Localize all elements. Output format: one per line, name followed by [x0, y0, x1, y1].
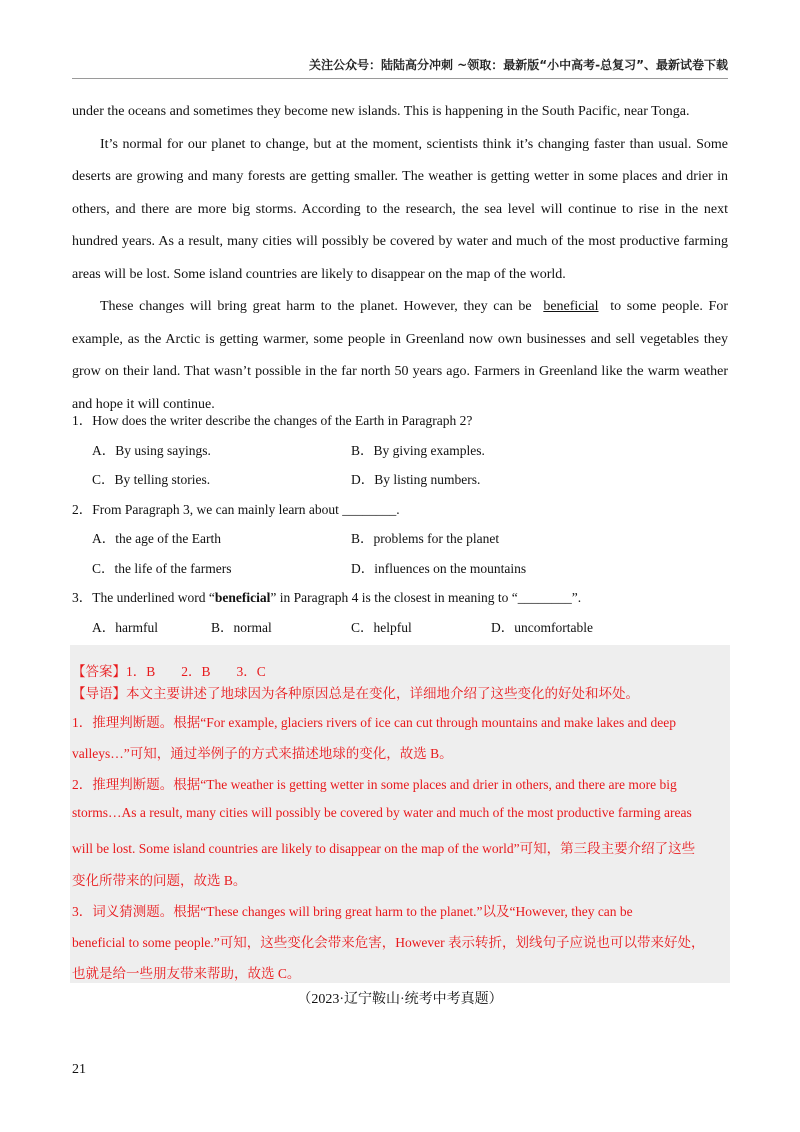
explanation-line-3: 2．推理判断题。根据“The weather is getting wetter in some places and drier in others, and there are more big — [72, 777, 677, 792]
question-1-option-a: A．By using sayings. — [92, 442, 211, 458]
question-1-options-row-2 — [72, 465, 728, 495]
question-1-option-b: B．By giving examples. — [351, 442, 485, 458]
intro-text: 本文主要讲述了地球因为各种原因总是在变化，详细地介绍了这些变化的好处和坏处。 — [126, 686, 639, 701]
explanation-line-4: storms…As a result, many cities will possibly be covered by water and much of the most productive farming areas — [72, 805, 692, 820]
answer-line — [72, 660, 266, 680]
question-1-stem: 1．How does the writer describe the changes of the Earth in Paragraph 2? — [72, 413, 473, 428]
question-2-option-d: D．influences on the mountains — [351, 560, 527, 576]
answer-2: 2．B — [181, 664, 211, 679]
header-divider — [72, 78, 728, 79]
question-3-stem-before: 3．The underlined word “ — [72, 590, 215, 605]
question-2-options-row-2 — [72, 554, 728, 584]
question-3-options-row — [72, 613, 728, 643]
answer-explanation-box — [70, 645, 730, 983]
question-source: （2023·辽宁鞍山·统考中考真题） — [297, 992, 503, 1007]
question-3-stem-after: ” in Paragraph 4 is the closest in meaning to “________”. — [270, 590, 582, 605]
question-2-options-row-1 — [72, 524, 728, 554]
paragraph-1-tail: under the oceans and sometimes they become new islands. This is happening in the South Pacific, near Tonga. — [72, 104, 690, 119]
underlined-word: beneficial — [543, 299, 599, 314]
question-3-bold-word: beneficial — [214, 590, 271, 605]
question-2-option-b: B．problems for the planet — [351, 531, 500, 546]
question-2-option-c: C．the life of the farmers — [92, 560, 232, 576]
answer-label: 【答案】 — [72, 664, 126, 679]
intro-label: 【导语】 — [72, 686, 126, 701]
question-3-option-c: C．helpful — [351, 619, 412, 635]
question-3-option-d: D．uncomfortable — [491, 619, 593, 635]
explanation-line-8: beneficial to some people.”可知，这些变化会带来危害，However 表示转折，划线句子应说也可以带来好处， — [72, 935, 705, 950]
question-3-option-a: A．harmful — [92, 619, 158, 635]
question-3-option-b: B．normal — [211, 619, 272, 635]
paragraph-3-text-before: These changes will bring great harm to the planet. However, they can be — [100, 299, 532, 314]
reading-passage — [72, 96, 728, 421]
answer-3: 3．C — [236, 664, 266, 679]
question-2-option-a: A．the age of the Earth — [92, 531, 221, 546]
explanation-line-6: 变化所带来的问题，故选 B。 — [72, 873, 247, 888]
page-number: 21 — [72, 1062, 86, 1077]
question-list — [72, 406, 728, 642]
paragraph-2: It’s normal for our planet to change, but at the moment, scientists think it’s changing faster than usual. Some deserts are growing and many forests are getting smaller. The weather is getting wetter in some places and drier in others, and there are more big storms. According to the research, the sea level will continue to rise in the next hundred years. As a result, many cities will possibly be covered by water and much of the most productive farming areas will be lost. Some island countries are likely to disappear on the map of the world. — [72, 136, 728, 282]
explanation-line-9: 也就是给一些朋友带来帮助，故选 C。 — [72, 966, 301, 981]
explanation-line-2: valleys…”可知，通过举例子的方式来描述地球的变化，故选 B。 — [72, 746, 453, 761]
explanation-line-1: 1．推理判断题。根据“For example, glaciers rivers of ice can cut through mountains and make lakes and deep — [72, 715, 676, 730]
page-header: 关注公众号：陆陆高分冲刺 ~领取：最新版“小中高考-总复习”、最新试卷下载 — [309, 58, 728, 72]
answer-1: 1．B — [126, 664, 156, 679]
question-1-option-d: D．By listing numbers. — [351, 472, 481, 487]
question-1-options-row-1 — [72, 436, 728, 466]
question-1-option-c: C．By telling stories. — [92, 472, 211, 487]
paragraph-3 — [72, 291, 728, 421]
question-3-stem — [72, 583, 728, 613]
explanation-line-7: 3．词义猜测题。根据“These changes will bring great harm to the planet.”以及“However, they can be — [72, 904, 633, 919]
explanation-line-5: will be lost. Some island countries are likely to disappear on the map of the world”可知，第三段主要介绍了这些 — [72, 841, 696, 856]
intro-line — [72, 682, 639, 702]
question-2-stem: 2．From Paragraph 3, we can mainly learn about ________. — [72, 501, 400, 517]
paragraph-3-text-after: to some people. For example, as the Arctic is getting warmer, some people in Greenland now own businesses and sell vegetables they grow on their land. That wasn’t possible in the far north 50 years ago. Farmers in Greenland like the warm weather and hope it will continue. — [72, 299, 729, 412]
